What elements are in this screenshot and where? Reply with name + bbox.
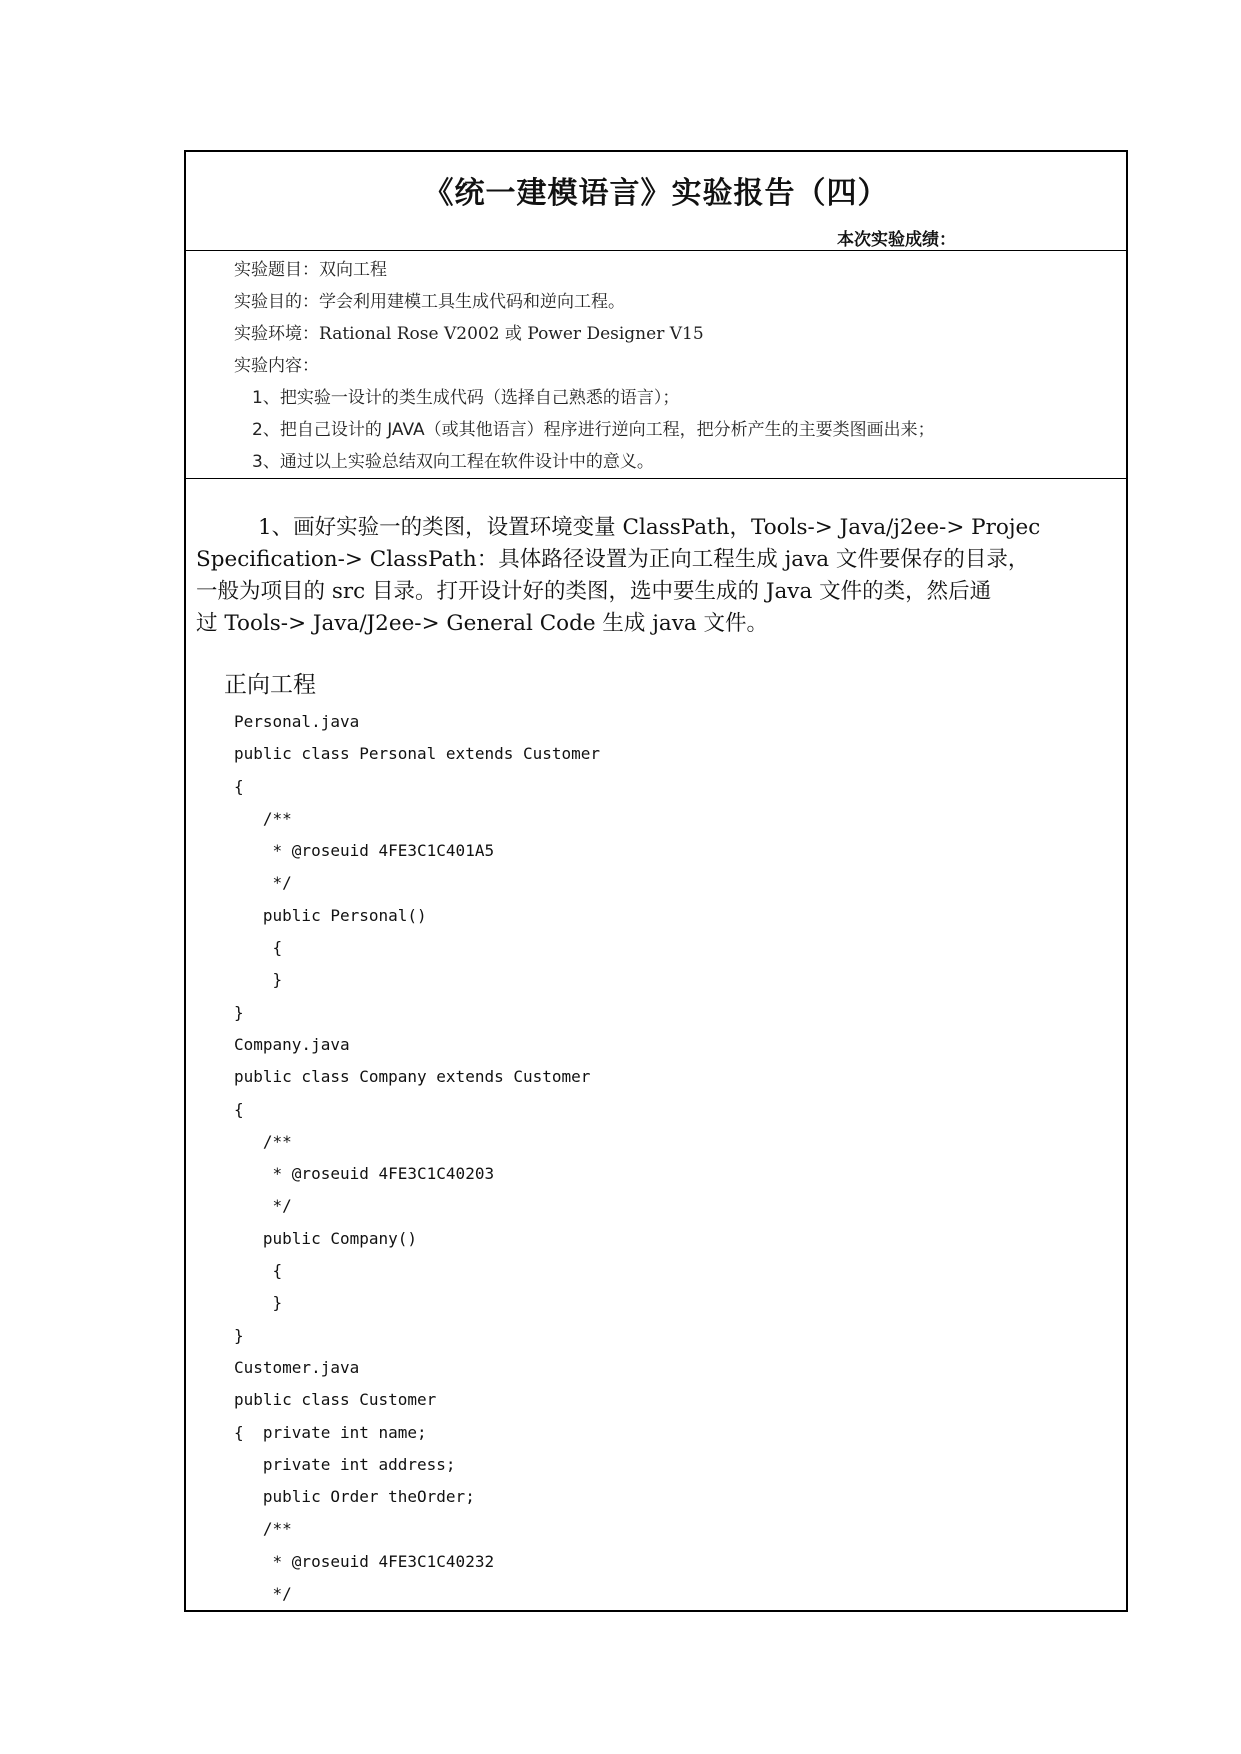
code-line: {: [234, 1261, 283, 1281]
code-line: public class Company extends Customer: [234, 1067, 591, 1087]
report-title: 《统一建模语言》实验报告（四）: [423, 176, 889, 211]
paragraph-line: 1、画好实验一的类图，设置环境变量 ClassPath，Tools-> Java/j2ee-> Projec: [258, 515, 1041, 540]
code-line: public Company(): [234, 1228, 418, 1248]
code-line: public class Customer: [234, 1390, 437, 1410]
code-line: Company.java: [234, 1034, 350, 1054]
code-line: public Order theOrder;: [234, 1487, 475, 1507]
score-label: 本次实验成绩：: [837, 230, 956, 250]
code-line: /**: [234, 1519, 292, 1539]
code-line: * @roseuid 4FE3C1C401A5: [234, 841, 495, 861]
paragraph-line: 一般为项目的 src 目录。打开设计好的类图，选中要生成的 Java 文件的类，然后通: [196, 579, 992, 604]
info-divider: [186, 478, 1126, 479]
code-line: */: [234, 873, 292, 893]
code-line: private int address;: [234, 1454, 456, 1474]
code-line: }: [234, 970, 283, 990]
code-line: }: [234, 1325, 244, 1345]
code-line: Personal.java: [234, 712, 360, 731]
experiment-info: [234, 254, 935, 478]
code-line: Customer.java: [234, 1357, 360, 1377]
experiment-topic: 实验题目：双向工程: [234, 260, 387, 280]
code-line: {: [234, 776, 244, 796]
code-line: }: [234, 1293, 283, 1313]
experiment-purpose: 实验目的：学会利用建模工具生成代码和逆向工程。: [234, 292, 625, 312]
section-title: 正向工程: [224, 672, 316, 698]
code-line: {: [234, 938, 283, 958]
code-line: */: [234, 1196, 292, 1216]
header-divider: [186, 250, 1126, 251]
code-line: */: [234, 1584, 292, 1604]
content-item: 3、通过以上实验总结双向工程在软件设计中的意义。: [252, 452, 654, 472]
code-line: { private int name;: [234, 1422, 427, 1442]
code-line: * @roseuid 4FE3C1C40232: [234, 1551, 495, 1571]
report-frame: [184, 150, 1128, 1612]
instruction-paragraph: [196, 512, 1126, 640]
code-listing: [234, 706, 600, 1610]
experiment-content-label: 实验内容：: [234, 356, 319, 376]
paragraph-line: Specification-> ClassPath：具体路径设置为正向工程生成 java 文件要保存的目录，: [196, 547, 1030, 572]
code-line: public class Personal extends Customer: [234, 744, 601, 764]
code-line: {: [234, 1099, 244, 1119]
experiment-environment: 实验环境：Rational Rose V2002 或 Power Designer V15: [234, 324, 704, 344]
paragraph-line: 过 Tools-> Java/J2ee-> General Code 生成 java 文件。: [196, 611, 769, 636]
code-line: }: [234, 1002, 244, 1022]
code-line: /**: [234, 1131, 292, 1151]
code-line: /**: [234, 808, 292, 828]
code-line: public Personal(): [234, 905, 427, 925]
content-item: 1、把实验一设计的类生成代码（选择自己熟悉的语言）；: [252, 388, 680, 408]
content-item: 2、把自己设计的 JAVA（或其他语言）程序进行逆向工程，把分析产生的主要类图画出来；: [252, 420, 935, 440]
code-line: * @roseuid 4FE3C1C40203: [234, 1164, 495, 1184]
